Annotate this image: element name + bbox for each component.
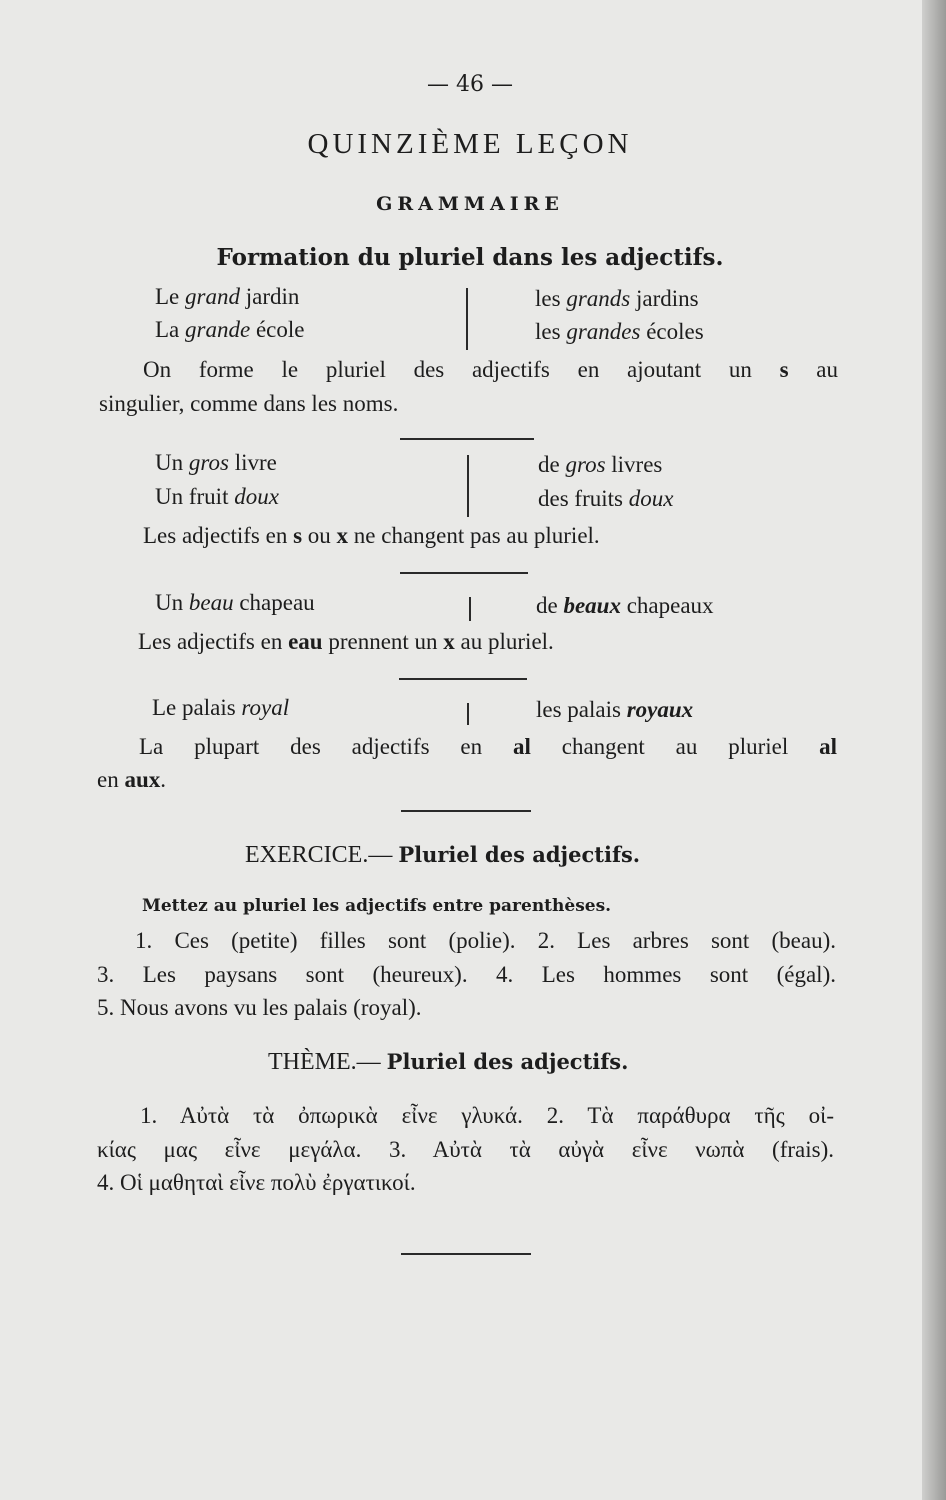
exercise-instruction: Mettez au pluriel les adjectifs entre parenthèses. <box>142 896 612 916</box>
exercise-line-3: 5. Nous avons vu les palais (royal). <box>97 995 422 1020</box>
theme-line-1: 1. Αὐτὰ τὰ ὀπωρικὰ εἶνε γλυκά. 2. Τὰ παράθυρα τῆς οἰ- <box>140 1103 834 1128</box>
page-number: — 46 — <box>427 72 513 97</box>
exercise-line-2: 3. Les paysans sont (heureux). 4. Les hommes sont (égal). <box>97 962 836 987</box>
separator-1 <box>400 438 534 440</box>
block2-left-1: Un gros livre <box>155 450 277 475</box>
exercise-heading: EXERCICE.— Pluriel des adjectifs. <box>245 842 641 868</box>
theme-line-3: 4. Οἱ μαθηταὶ εἶνε πολὺ ἐργατικοί. <box>97 1170 416 1195</box>
block3-rule: Les adjectifs en eau prennent un x au pluriel. <box>138 629 554 654</box>
block2-left-2: Un fruit doux <box>155 484 279 509</box>
lesson-title: QUINZIÈME LEÇON <box>307 128 633 160</box>
block1-left-2: La grande école <box>155 317 305 342</box>
section-title: GRAMMAIRE <box>376 193 564 215</box>
block1-divider <box>466 288 468 350</box>
block3-left: Un beau chapeau <box>155 590 315 615</box>
block4-rule-line1: La plupart des adjectifs en al changent au pluriel al <box>139 734 837 759</box>
exercise-line-1: 1. Ces (petite) filles sont (polie). 2. Les arbres sont (beau). <box>135 928 836 953</box>
block2-rule: Les adjectifs en s ou x ne changent pas au pluriel. <box>143 523 600 548</box>
block4-left: Le palais royal <box>152 695 290 720</box>
block3-divider <box>469 597 471 621</box>
block1-right-2: les grandes écoles <box>535 319 704 344</box>
block4-right: les palais royaux <box>536 697 694 722</box>
block1-rule-line1: On forme le pluriel des adjectifs en ajoutant un s au <box>143 357 838 382</box>
block3-right: de beaux chapeaux <box>536 593 714 618</box>
block4-divider <box>467 703 469 725</box>
separator-4 <box>401 810 531 812</box>
separator-5 <box>401 1253 531 1255</box>
block1-left-1: Le grand jardin <box>155 284 300 309</box>
block2-divider <box>467 455 469 517</box>
block2-right-2: des fruits doux <box>538 486 674 511</box>
separator-3 <box>399 678 527 680</box>
theme-heading: THÈME.— Pluriel des adjectifs. <box>268 1049 629 1075</box>
separator-2 <box>400 572 528 574</box>
block4-rule-line2: en aux. <box>97 767 167 792</box>
theme-line-2: κίας μας εἶνε μεγάλα. 3. Αὐτὰ τὰ αὐγὰ εἶνε νωπὰ (frais). <box>97 1137 834 1162</box>
block1-right-1: les grands jardins <box>535 286 699 311</box>
block1-rule-line2: singulier, comme dans les noms. <box>99 391 399 416</box>
page-edge-shadow <box>922 0 946 1500</box>
block2-right-1: de gros livres <box>538 452 663 477</box>
subtitle: Formation du pluriel dans les adjectifs. <box>216 244 724 271</box>
